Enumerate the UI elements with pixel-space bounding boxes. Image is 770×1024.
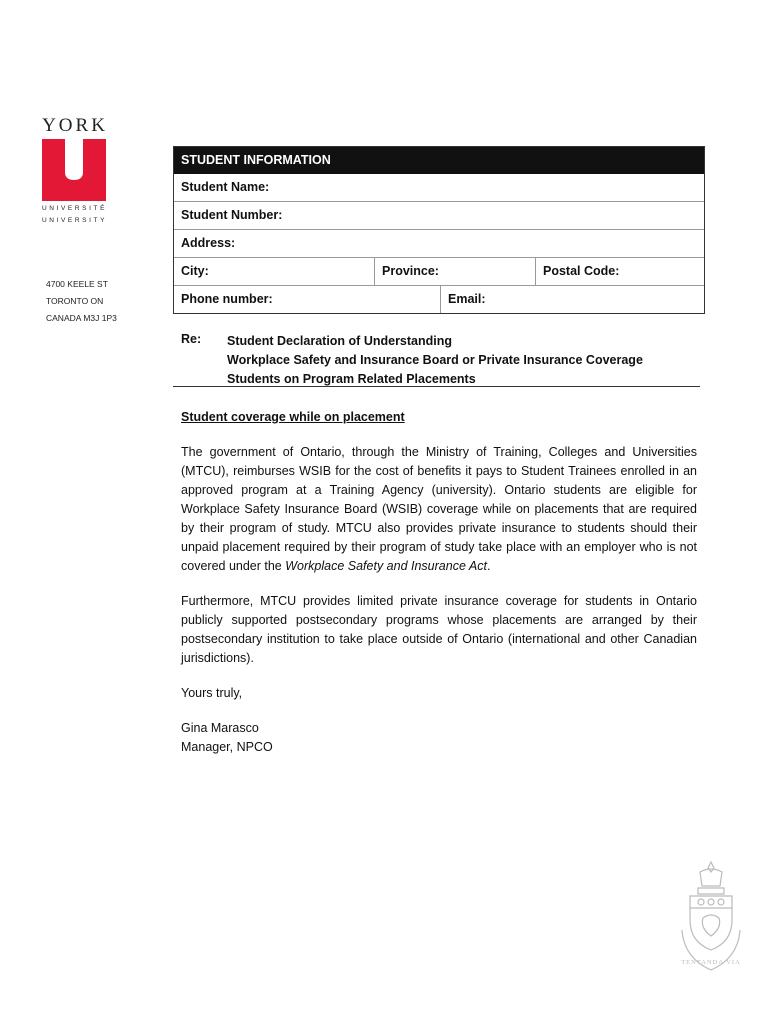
phone-email-row bbox=[174, 285, 704, 313]
student-name-row[interactable] bbox=[174, 174, 704, 201]
university-address bbox=[46, 276, 117, 327]
subject-divider bbox=[173, 386, 700, 387]
postal-code-field[interactable] bbox=[535, 258, 704, 285]
address-label: Address: bbox=[181, 236, 236, 250]
city-label: City: bbox=[181, 264, 209, 278]
closing: Yours truly, bbox=[181, 686, 243, 700]
york-u-icon bbox=[42, 139, 106, 201]
paragraph-1-text: The government of Ontario, through the Ministry of Training, Colleges and Universities (MTCU), reimburses WSIB for the cost of benefits it pays to Student Trainees enrolled in an approved program at a Training Agency (university). Ontario students are eligible for Workplace Safety Insurance Board (WSIB) coverage while on placements that are required by their program of study. MTCU also provides private insurance to students should their unpaid placement required by their program of study take place with an employer who is not covered under the bbox=[181, 445, 697, 573]
signer-title: Manager, NPCO bbox=[181, 740, 273, 754]
logo-wordmark-university: UNIVERSITY bbox=[42, 217, 108, 224]
address-line-3: CANADA M3J 1P3 bbox=[46, 313, 117, 323]
logo-wordmark-universite: UNIVERSITÉ bbox=[42, 205, 108, 212]
paragraph-2: Furthermore, MTCU provides limited private insurance coverage for students in Ontario publicly supported postsecondary programs whose placements are arranged by their postsecondary institution to take place outside of Ontario (international and other Canadian jurisdictions). bbox=[181, 594, 697, 665]
phone-label: Phone number: bbox=[181, 292, 273, 306]
paragraph-1-end: . bbox=[486, 559, 491, 573]
student-number-label: Student Number: bbox=[181, 208, 283, 222]
section-heading: Student coverage while on placement bbox=[181, 410, 405, 424]
city-province-postal-row bbox=[174, 257, 704, 285]
re-line-3: Students on Program Related Placements bbox=[227, 372, 476, 386]
province-field[interactable] bbox=[374, 258, 535, 285]
university-crest-icon bbox=[676, 858, 746, 978]
signer-name: Gina Marasco bbox=[181, 721, 259, 735]
re-subject-lines bbox=[227, 332, 643, 389]
phone-field[interactable] bbox=[174, 286, 440, 313]
province-label: Province: bbox=[382, 264, 439, 278]
student-information-table bbox=[173, 146, 705, 314]
york-university-logo bbox=[42, 115, 114, 225]
re-line-2: Workplace Safety and Insurance Board or Private Insurance Coverage bbox=[227, 353, 643, 367]
postal-code-label: Postal Code: bbox=[543, 264, 620, 278]
student-information-header: STUDENT INFORMATION bbox=[174, 147, 704, 174]
paragraph-1 bbox=[181, 443, 697, 576]
act-name: Workplace Safety and Insurance Act bbox=[285, 559, 487, 573]
re-line-1: Student Declaration of Understanding bbox=[227, 334, 453, 348]
city-field[interactable] bbox=[174, 258, 374, 285]
letter-body bbox=[181, 408, 697, 757]
logo-wordmark-york: YORK bbox=[42, 115, 108, 136]
crest-motto: TENTANDA VIA bbox=[681, 959, 741, 966]
address-line-1: 4700 KEELE ST bbox=[46, 279, 108, 289]
email-field[interactable] bbox=[440, 286, 704, 313]
student-name-label: Student Name: bbox=[181, 180, 270, 194]
address-line-2: TORONTO ON bbox=[46, 296, 104, 306]
re-label: Re: bbox=[181, 332, 202, 346]
email-label: Email: bbox=[448, 292, 486, 306]
student-number-row[interactable] bbox=[174, 201, 704, 229]
address-row[interactable] bbox=[174, 229, 704, 257]
